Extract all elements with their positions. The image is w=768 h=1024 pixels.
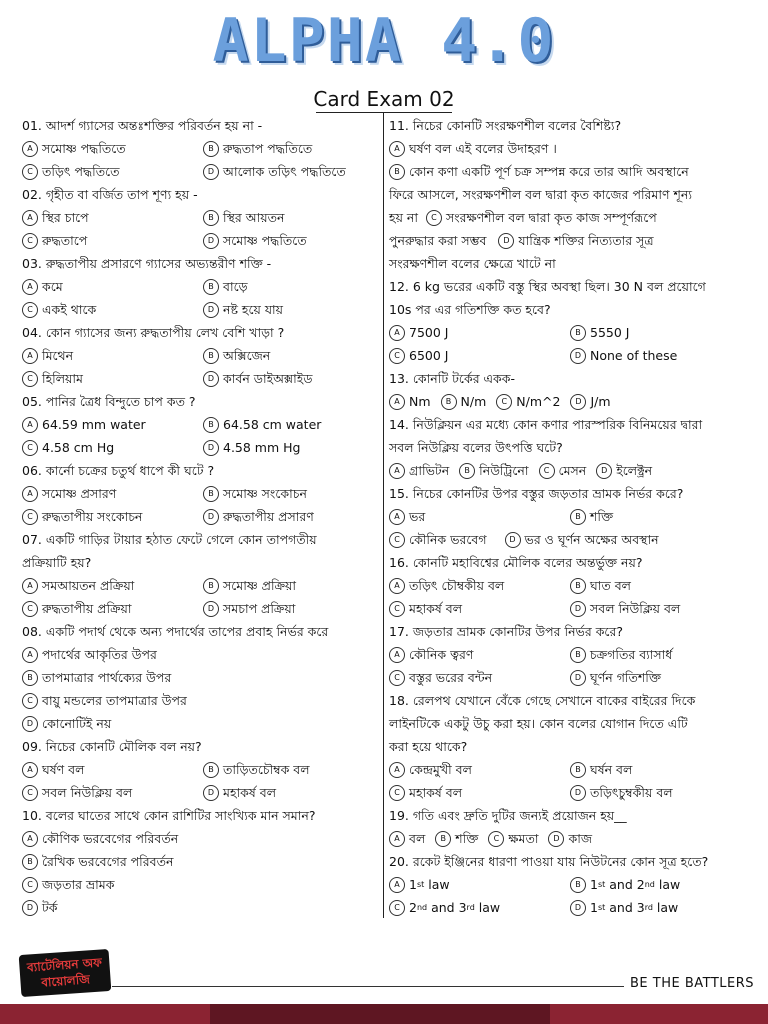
bubble-d-icon: D [548,831,564,847]
bubble-c-icon: C [22,601,38,617]
option-d[interactable]: D কোনোটিই নয় [22,712,384,735]
option-d[interactable]: যান্ত্রিক শক্তির নিত্যতার সূত্র [518,233,654,248]
option-d[interactable]: D নষ্ট হয়ে যায় [203,298,384,321]
bubble-d-icon: D [203,233,219,249]
option-a[interactable]: A সমোষ্ণ প্রসারণ [22,482,203,505]
question-05 [22,390,384,459]
option-c[interactable]: C 6500 J [389,344,570,367]
bubble-d-icon: D [203,785,219,801]
option-b[interactable]: B সমোষ্ণ প্রক্রিয়া [203,574,384,597]
footer-bar-accent [210,1004,550,1024]
bubble-d-icon: D [505,532,521,548]
question-text: 10. বলের ঘাতের সাথে কোন রাশিটির সাংখ্যিক মান সমান? [22,808,316,823]
question-text: 16. কোনটি মহাবিশ্বের মৌলিক বলের অন্তর্ভুক্ত নয়? [389,555,643,570]
question-text: 14. নিউক্লিয়ন এর মধ্যে কোন কণার পারস্পরিক বিনিময়ের দ্বারা [389,417,703,432]
question-text: 03. রুদ্ধতাপীয় প্রসারণে গ্যাসের অভ্যন্তরীণ শক্তি - [22,256,272,271]
option-b[interactable]: B তাপমাত্রার পার্থক্যের উপর [22,666,384,689]
option-d[interactable]: D রুদ্ধতাপীয় প্রসারণ [203,505,384,528]
option-c[interactable]: C মহাকর্ষ বল [389,781,570,804]
logo-line-1: ব্যাটেলিয়ন অফ [26,955,103,975]
question-text: 07. একটি গাড়ির টায়ার হঠাত ফেটে গেলে কোন তাপগতীয় [22,532,317,547]
question-text-cont: 10s পর এর গতিশক্তি কত হবে? [389,302,551,317]
option-a[interactable]: A কেন্দ্রমুখী বল [389,758,570,781]
bubble-a-icon: A [22,348,38,364]
option-c[interactable]: C একই থাকে [22,298,203,321]
option-c-end: পুনরুদ্ধার করা সম্ভব [389,233,487,248]
bubble-b-icon: B [22,670,38,686]
bubble-c-icon: C [389,670,405,686]
bubble-b-icon: B [203,762,219,778]
option-b[interactable]: B তাড়িতচৌম্বক বল [203,758,384,781]
bubble-a-icon: A [22,831,38,847]
bubble-c-icon: C [389,601,405,617]
question-text: 13. কোনটি টর্কের একক- [389,371,516,386]
option-a[interactable]: A 1 st law [389,873,570,896]
question-02 [22,183,384,252]
bubble-d-icon: D [203,440,219,456]
bubble-c-icon: C [22,371,38,387]
option-d[interactable]: D কার্বন ডাইঅক্সাইড [203,367,384,390]
bubble-c-icon: C [488,831,504,847]
option-c[interactable]: C বায়ু মন্ডলের তাপমাত্রার উপর [22,689,384,712]
bubble-b-icon: B [203,486,219,502]
question-17 [389,620,751,689]
option-b[interactable]: B কোন কণা একটি পূর্ণ চক্র সম্পন্ন করে তার আদি অবস্থানে [389,160,751,183]
bubble-c-icon: C [389,785,405,801]
bubble-d-icon: D [570,348,586,364]
option-b[interactable]: B 1 st and 2 nd law [570,873,751,896]
option-a[interactable]: A কৌনিক ত্বরণ [389,643,570,666]
bubble-a-icon: A [389,394,405,410]
option-c[interactable]: C রুদ্ধতাপীয় সংকোচন [22,505,203,528]
option-d[interactable]: D কাজ [548,827,592,850]
bubble-d-icon: D [570,670,586,686]
question-text: 04. কোন গ্যাসের জন্য রুদ্ধতাপীয় লেখ বেশি খাড়া ? [22,325,285,340]
bubble-a-icon: A [389,831,405,847]
option-c[interactable]: C মেসন [539,459,587,482]
option-c[interactable]: C রুদ্ধতাপীয় প্রক্রিয়া [22,597,203,620]
option-c[interactable]: C হিলিয়াম [22,367,203,390]
bubble-a-icon: A [22,417,38,433]
bubble-b-icon: B [203,417,219,433]
bubble-a-icon: A [22,210,38,226]
question-text-cont2: করা হয়ে থাকে? [389,739,468,754]
bubble-d-icon: D [570,900,586,916]
option-c[interactable]: C 2 nd and 3 rd law [389,896,570,919]
bubble-c-icon: C [22,877,38,893]
bubble-d-icon: D [596,463,612,479]
question-text-cont: লাইনটিকে একটু উচু করা হয়। কোন বলের যোগান দিতে এটি [389,716,688,731]
option-a[interactable]: A ঘর্ষণ বল এই বলের উদাহরণ । [389,137,751,160]
option-a[interactable]: A তড়িৎ চৌম্বকীয় বল [389,574,570,597]
bubble-a-icon: A [389,647,405,663]
bubble-a-icon: A [389,141,405,157]
option-a[interactable]: A মিথেন [22,344,203,367]
question-10 [22,804,384,919]
bubble-d-icon: D [570,601,586,617]
bubble-d-icon: D [203,509,219,525]
bubble-c-icon: C [389,900,405,916]
bubble-b-icon: B [203,210,219,226]
question-text: 12. 6 kg ভরের একটি বস্তু স্থির অবস্থা ছিল। 30 N বল প্রয়োগে [389,279,706,294]
bubble-d-icon: D [22,900,38,916]
option-a[interactable]: A গ্রাভিটন [389,459,449,482]
question-text-cont: প্রক্রিয়াটি হয়? [22,555,92,570]
option-a[interactable]: A কৌণিক ভরবেগের পরিবর্তন [22,827,384,850]
option-d[interactable]: D 1 st and 3 rd law [570,896,751,919]
question-text: 18. রেলপথ যেখানে বেঁকে গেছে সেখানে বাকের বাইরের দিকে [389,693,696,708]
question-18 [389,689,751,804]
option-b[interactable]: B রুদ্ধতাপ পদ্ধতিতে [203,137,384,160]
bubble-a-icon: A [22,486,38,502]
bubble-b-icon: B [570,762,586,778]
bubble-b-icon: B [570,325,586,341]
bubble-a-icon: A [22,762,38,778]
bubble-c-icon: C [389,348,405,364]
bubble-b-icon: B [570,877,586,893]
option-d[interactable]: D J/m [570,390,610,413]
bubble-a-icon: A [389,509,405,525]
bubble-d-icon[interactable]: D [498,233,514,249]
question-15 [389,482,751,551]
bubble-d-icon: D [203,371,219,387]
question-text: 20. রকেট ইঞ্জিনের ধারণা পাওয়া যায় নিউটনের কোন সূত্র হতে? [389,854,709,869]
question-13 [389,367,751,413]
option-b[interactable]: B বাড়ে [203,275,384,298]
question-text: 15. নিচের কোনটির উপর বস্তুর জড়তার ভ্রামক নির্ভর করে? [389,486,684,501]
option-b-end: হয় না [389,210,418,225]
option-b[interactable]: B রৈখিক ভরবেগের পরিবর্তন [22,850,384,873]
question-text: 01. আদর্শ গ্যাসের অন্তঃশক্তির পরিবর্তন হয় না - [22,118,263,133]
footer-tagline: BE THE BATTLERS [630,976,755,991]
bubble-c-icon: C [22,785,38,801]
question-text: 05. পানির ত্রৈধ বিন্দুতে চাপ কত ? [22,394,196,409]
bubble-b-icon: B [570,647,586,663]
option-b-c-line [389,206,751,229]
question-11 [389,114,751,275]
option-c[interactable]: C জড়তার ভ্রামক [22,873,384,896]
question-text: 11. নিচের কোনটি সংরক্ষণশীল বলের বৈশিষ্ট্য? [389,118,622,133]
option-a[interactable]: A ঘর্ষণ বল [22,758,203,781]
bubble-c-icon: C [22,233,38,249]
option-d[interactable]: D তড়িৎচুম্বকীয় বল [570,781,751,804]
options-inline [389,459,751,482]
bubble-c-icon: C [22,164,38,180]
option-a[interactable]: A 64.59 mm water [22,413,203,436]
question-19 [389,804,751,850]
bubble-b-icon: B [203,279,219,295]
bubble-a-icon: A [389,762,405,778]
question-text-cont: সবল নিউক্লিয় বলের উৎপত্তি ঘটে? [389,440,563,455]
exam-title: ALPHA 4.0 [212,6,556,76]
option-d[interactable]: D 4.58 mm Hg [203,436,384,459]
option-d[interactable]: D সমোষ্ণ পদ্ধতিতে [203,229,384,252]
option-c[interactable]: C ক্ষমতা [488,827,538,850]
bubble-a-icon: A [389,578,405,594]
bubble-b-icon: B [435,831,451,847]
option-a[interactable]: A ভর [389,505,570,528]
option-b[interactable]: B 5550 J [570,321,751,344]
option-d[interactable]: D ভর ও ঘূর্ণন অক্ষের অবস্থান [505,528,659,551]
option-d[interactable]: D None of these [570,344,751,367]
question-12 [389,275,751,367]
option-c[interactable]: C সবল নিউক্লিয় বল [22,781,203,804]
option-b[interactable]: B চক্রগতির ব্যাসার্ধ [570,643,751,666]
option-c[interactable]: C মহাকর্ষ বল [389,597,570,620]
option-b[interactable]: B শক্তি [435,827,478,850]
question-text: 19. গতি এবং দ্রুতি দুটির জন্যই প্রয়োজন হয়__ [389,808,627,823]
option-a[interactable]: A সমোষ্ণ পদ্ধতিতে [22,137,203,160]
bubble-b-icon: B [203,578,219,594]
bubble-b-icon: B [203,141,219,157]
option-b[interactable]: B 64.58 cm water [203,413,384,436]
bubble-c-icon: C [496,394,512,410]
question-text: 08. একটি পদার্থ থেকে অন্য পদার্থের তাপের প্রবাহ নির্ভর করে [22,624,329,639]
bubble-b-icon: B [570,509,586,525]
option-d[interactable]: D টর্ক [22,896,384,919]
option-b[interactable]: B সমোষ্ণ সংকোচন [203,482,384,505]
question-14 [389,413,751,482]
option-b[interactable]: B অক্সিজেন [203,344,384,367]
bubble-b-icon: B [389,164,405,180]
question-text: 06. কার্নো চক্রের চতুর্থ ধাপে কী ঘটে ? [22,463,215,478]
options-inline [389,827,751,850]
options-inline [389,390,751,413]
question-text: 17. জড়তার ভ্রামক কোনটির উপর নির্ভর করে? [389,624,623,639]
bubble-a-icon: A [389,325,405,341]
option-b-cont: ফিরে আসলে, সংরক্ষণশীল বল দ্বারা কৃত কাজের পরিমাণ শূন্য [389,187,692,202]
exam-subtitle: Card Exam 02 [313,87,455,111]
bubble-b-icon: B [441,394,457,410]
bubble-d-icon: D [203,601,219,617]
option-d[interactable]: D আলোক তড়িৎ পদ্ধতিতে [203,160,384,183]
question-09 [22,735,384,804]
option-d[interactable]: D ইলেক্ট্রন [596,459,652,482]
option-a[interactable]: A সমআয়তন প্রক্রিয়া [22,574,203,597]
right-column [389,114,751,919]
question-20 [389,850,751,919]
option-a[interactable]: A বল [389,827,425,850]
option-c[interactable]: C N/m^2 [496,390,560,413]
bubble-c-icon: C [22,302,38,318]
logo-line-2: বায়োলজি [40,972,91,990]
option-d[interactable]: D সবল নিউক্লিয় বল [570,597,751,620]
bubble-d-icon: D [570,785,586,801]
option-b[interactable]: B ঘর্ষন বল [570,758,751,781]
footer-rule [112,986,624,987]
options-inline [389,528,751,551]
bubble-b-icon: B [203,348,219,364]
question-03 [22,252,384,321]
bubble-a-icon: A [22,279,38,295]
option-a[interactable]: A কমে [22,275,203,298]
option-b[interactable]: B ঘাত বল [570,574,751,597]
bubble-c-icon[interactable]: C [426,210,442,226]
left-column [22,114,384,919]
bubble-b-icon: B [570,578,586,594]
bubble-d-icon: D [22,716,38,732]
option-b[interactable]: B স্থির আয়তন [203,206,384,229]
option-c[interactable]: C 4.58 cm Hg [22,436,203,459]
option-a[interactable]: A 7500 J [389,321,570,344]
question-07 [22,528,384,620]
bubble-d-icon: D [570,394,586,410]
option-a[interactable]: A স্থির চাপে [22,206,203,229]
question-text: 02. গৃহীত বা বর্জিত তাপ শূণ্য হয় - [22,187,198,202]
bubble-a-icon: A [22,578,38,594]
bubble-b-icon: B [22,854,38,870]
question-text: 09. নিচের কোনটি মৌলিক বল নয়? [22,739,202,754]
battalion-logo [19,949,112,997]
bubble-c-icon: C [22,440,38,456]
question-16 [389,551,751,620]
bubble-a-icon: A [389,877,405,893]
bubble-d-icon: D [203,164,219,180]
bubble-b-icon: B [459,463,475,479]
bubble-d-icon: D [203,302,219,318]
bubble-a-icon: A [389,463,405,479]
option-c[interactable]: C রুদ্ধতাপে [22,229,203,252]
option-d[interactable]: D ঘূর্ণন গতিশক্তি [570,666,751,689]
bubble-c-icon: C [22,693,38,709]
option-c-d-line [389,229,751,252]
option-c[interactable]: C তড়িৎ পদ্ধতিতে [22,160,203,183]
option-a[interactable]: A পদার্থের আকৃতির উপর [22,643,384,666]
question-01 [22,114,384,183]
option-c[interactable]: সংরক্ষণশীল বল দ্বারা কৃত কাজ সম্পূর্ণরূপে [445,210,657,225]
bubble-c-icon: C [22,509,38,525]
option-b[interactable]: B শক্তি [570,505,751,528]
option-d[interactable]: D সমচাপ প্রক্রিয়া [203,597,384,620]
option-a[interactable]: A Nm [389,390,431,413]
option-b[interactable]: B N/m [441,390,487,413]
bubble-c-icon: C [389,532,405,548]
option-d-cont: সংরক্ষণশীল বলের ক্ষেত্রে খাটে না [389,256,556,271]
question-08 [22,620,384,735]
question-06 [22,459,384,528]
option-c[interactable]: C কৌনিক ভরবেগ [389,528,487,551]
option-c[interactable]: C বস্তুর ভরের বন্টন [389,666,570,689]
bubble-a-icon: A [22,647,38,663]
bubble-a-icon: A [22,141,38,157]
bubble-c-icon: C [539,463,555,479]
subtitle-underline [316,112,452,113]
option-d[interactable]: D মহাকর্ষ বল [203,781,384,804]
question-04 [22,321,384,390]
option-b[interactable]: B নিউট্রিনো [459,459,528,482]
